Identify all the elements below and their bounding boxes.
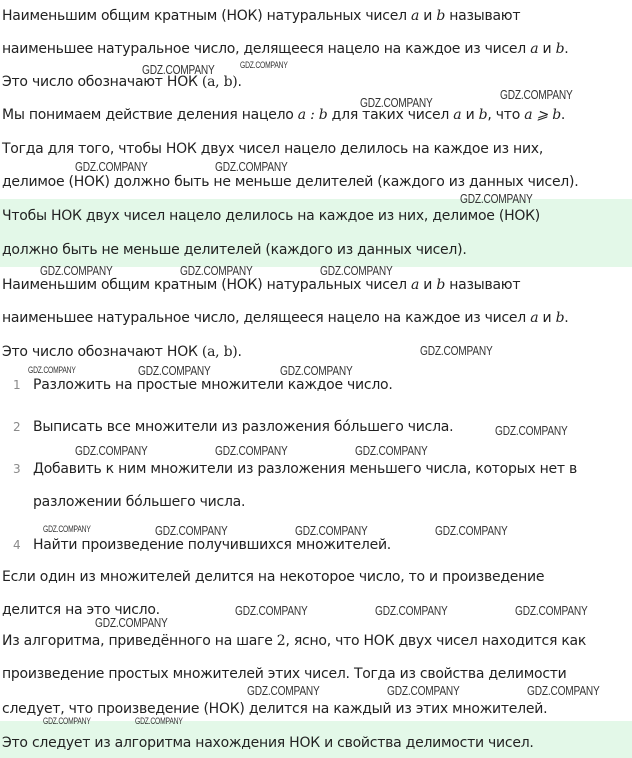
highlight-1-line-1: Чтобы НОК двух чисел нацело делилось на каждое из них, делимое (НОК) (2, 208, 541, 224)
reasoning-line-1: Тогда для того, чтобы НОК двух чисел нацело делилось на каждое из них, (2, 141, 544, 157)
step-1-text: Разложить на простые множители каждое число. (33, 377, 393, 393)
watermark: GDZ.COMPANY (75, 443, 148, 458)
definition-line-2: наименьшее натуральное число, делящееся нацело на каждое из чисел a и b. (2, 41, 569, 57)
conclusion-line-1: Из алгоритма, приведённого на шаге 2, ясно, что НОК двух чисел находится как (2, 633, 587, 649)
watermark: GDZ.COMPANY (135, 716, 183, 726)
watermark: GDZ.COMPANY (215, 443, 288, 458)
definition-line-1: Наименьшим общим кратным (НОК) натуральных чисел a и b называют (2, 8, 521, 24)
watermark: GDZ.COMPANY (320, 263, 393, 278)
watermark: GDZ.COMPANY (155, 523, 228, 538)
step-4-text: Найти произведение получившихся множителей. (33, 537, 391, 553)
property-line-2: делится на это число. (2, 602, 160, 618)
step-number-4: 4 (13, 538, 21, 552)
watermark: GDZ.COMPANY (435, 523, 508, 538)
step-3-text-line-2: разложении бо́льшего числа. (33, 494, 246, 510)
watermark: GDZ.COMPANY (515, 603, 588, 618)
watermark: GDZ.COMPANY (247, 683, 320, 698)
watermark: GDZ.COMPANY (295, 523, 368, 538)
step-number-1: 1 (13, 378, 21, 392)
step-3-text-line-1: Добавить к ним множители из разложения меньшего числа, которых нет в (33, 461, 578, 477)
reasoning-line-2: делимое (НОК) должно быть не меньше делителей (каждого из данных чисел). (2, 174, 579, 190)
watermark: GDZ.COMPANY (138, 363, 211, 378)
watermark: GDZ.COMPANY (28, 365, 76, 375)
watermark: GDZ.COMPANY (235, 603, 308, 618)
highlight-2-line-1: Это следует из алгоритма нахождения НОК и свойства делимости чисел. (2, 735, 534, 751)
watermark: GDZ.COMPANY (142, 62, 215, 77)
step-number-2: 2 (13, 420, 21, 434)
definition-repeat-line-1: Наименьшим общим кратным (НОК) натуральных чисел a и b называют (2, 277, 521, 293)
definition-line-3: Это число обозначают НОК (a, b). (2, 74, 242, 90)
watermark: GDZ.COMPANY (500, 87, 573, 102)
watermark: GDZ.COMPANY (180, 263, 253, 278)
step-number-3: 3 (13, 462, 21, 476)
watermark: GDZ.COMPANY (460, 191, 533, 206)
definition-repeat-line-2: наименьшее натуральное число, делящееся нацело на каждое из чисел a и b. (2, 310, 569, 326)
watermark: GDZ.COMPANY (43, 524, 91, 534)
watermark: GDZ.COMPANY (40, 263, 113, 278)
watermark: GDZ.COMPANY (360, 95, 433, 110)
watermark: GDZ.COMPANY (280, 363, 353, 378)
step-2-text: Выписать все множители из разложения бо́льшего числа. (33, 419, 454, 435)
watermark: GDZ.COMPANY (387, 683, 460, 698)
conclusion-line-3: следует, что произведение (НОК) делится на каждый из этих множителей. (2, 701, 548, 717)
watermark: GDZ.COMPANY (355, 443, 428, 458)
watermark: GDZ.COMPANY (375, 603, 448, 618)
conclusion-line-2: произведение простых множителей этих чисел. Тогда из свойства делимости (2, 666, 567, 682)
watermark: GDZ.COMPANY (43, 716, 91, 726)
watermark: GDZ.COMPANY (240, 60, 288, 70)
watermark: GDZ.COMPANY (495, 423, 568, 438)
highlight-1-line-2: должно быть не меньше делителей (каждого из данных чисел). (2, 242, 467, 258)
definition-repeat-line-3: Это число обозначают НОК (a, b). (2, 344, 242, 360)
watermark: GDZ.COMPANY (527, 683, 600, 698)
division-note: Мы понимаем действие деления нацело a : b для таких чисел a и b, что a ⩾ b. (2, 107, 566, 123)
watermark: GDZ.COMPANY (420, 343, 493, 358)
property-line-1: Если один из множителей делится на некоторое число, то и произведение (2, 569, 545, 585)
watermark: GDZ.COMPANY (215, 159, 288, 174)
watermark: GDZ.COMPANY (95, 615, 168, 630)
watermark: GDZ.COMPANY (75, 159, 148, 174)
